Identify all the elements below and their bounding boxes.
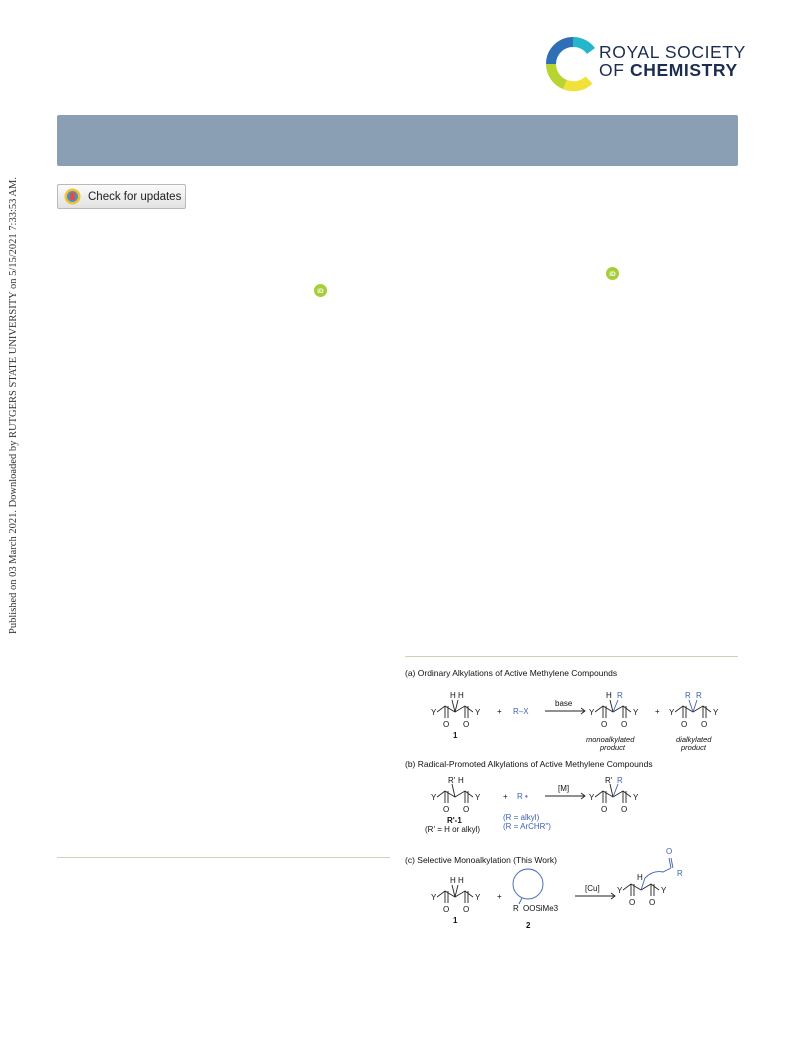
svg-text:H: H (458, 776, 464, 785)
crossmark-icon (64, 188, 81, 205)
svg-text:Y: Y (617, 886, 623, 895)
mono-product-label-1: monoalkylated (586, 735, 635, 744)
rsc-line-1: ROYAL SOCIETY (599, 42, 746, 62)
svg-text:O: O (443, 720, 450, 729)
svg-text:H: H (458, 691, 464, 700)
download-notice-text: Published on 03 March 2021. Downloaded by RUTGERS STATE UNIVERSITY on 5/15/2021 7:33:53 AM. (7, 176, 19, 634)
svg-text:O: O (443, 905, 450, 914)
svg-text:R': R' (448, 776, 456, 785)
svg-text:R: R (696, 691, 702, 700)
rsc-wordmark (599, 43, 746, 79)
svg-text:O: O (463, 805, 470, 814)
svg-text:Y: Y (589, 793, 595, 802)
scheme-a-heading: (a) Ordinary Alkylations of Active Methylene Compounds (405, 668, 618, 678)
di-product-label-2: product (681, 743, 707, 752)
compound-r1-label: R'-1 (447, 816, 462, 825)
svg-text:Y: Y (431, 708, 437, 717)
svg-text:O: O (463, 905, 470, 914)
svg-text:Y: Y (633, 793, 639, 802)
svg-text:O: O (701, 720, 708, 729)
orcid-icon[interactable] (314, 284, 327, 297)
metal-label: [M] (558, 784, 570, 793)
column-end-rule (57, 857, 390, 858)
svg-text:R: R (617, 691, 623, 700)
svg-text:O: O (681, 720, 688, 729)
svg-text:R: R (685, 691, 691, 700)
svg-text:O: O (621, 805, 628, 814)
r-alkyl-note: (R = alkyl) (503, 813, 540, 822)
rsc-line-2-prefix: OF (599, 60, 625, 80)
svg-text:Y: Y (431, 893, 437, 902)
orcid-icon[interactable] (606, 267, 619, 280)
reaction-scheme-graphic (405, 662, 740, 957)
svg-text:Y: Y (475, 893, 481, 902)
svg-text:iD: iD (317, 288, 324, 295)
svg-text:Y: Y (431, 793, 437, 802)
svg-text:O: O (601, 805, 608, 814)
rsc-line-2-bold: CHEMISTRY (629, 60, 738, 80)
plus-sign: + (497, 892, 502, 901)
plus-sign: + (655, 707, 660, 716)
svg-text:H: H (458, 876, 464, 885)
mono-product-label-2: product (600, 743, 626, 752)
peroxide-group-label: OOSiMe3 (523, 904, 559, 913)
copper-label: [Cu] (585, 884, 600, 893)
svg-text:Y: Y (661, 886, 667, 895)
svg-text:Y: Y (589, 708, 595, 717)
plus-sign: + (497, 707, 502, 716)
r-aryl-note: (R = ArCHR") (503, 822, 551, 831)
svg-text:O: O (621, 720, 628, 729)
svg-text:O: O (601, 720, 608, 729)
svg-text:Y: Y (633, 708, 639, 717)
check-for-updates-button[interactable] (57, 184, 186, 209)
plus-sign: + (503, 792, 508, 801)
svg-text:H: H (637, 873, 643, 882)
reaction-scheme (405, 662, 740, 957)
rsc-logo-mark (545, 36, 601, 92)
svg-text:Y: Y (475, 708, 481, 717)
svg-text:O: O (463, 720, 470, 729)
svg-text:H: H (606, 691, 612, 700)
scheme-c-heading: (c) Selective Monoalkylation (This Work) (405, 855, 557, 865)
svg-text:O: O (629, 898, 636, 907)
scheme-b-heading: (b) Radical-Promoted Alkylations of Active Methylene Compounds (405, 759, 653, 769)
journal-banner (57, 115, 738, 166)
svg-text:Y: Y (475, 793, 481, 802)
compound-1-label: 1 (453, 916, 458, 925)
svg-text:Y: Y (669, 708, 675, 717)
svg-text:H: H (450, 876, 456, 885)
svg-text:R: R (677, 869, 683, 878)
di-product-label-1: dialkylated (676, 735, 712, 744)
svg-text:R': R' (605, 776, 613, 785)
compound-1-label: 1 (453, 731, 458, 740)
scheme-top-rule (405, 656, 738, 657)
svg-text:O: O (649, 898, 656, 907)
rsc-line-2 (599, 61, 746, 79)
compound-2-label: 2 (526, 921, 531, 930)
r-prime-condition: (R' = H or alkyl) (425, 825, 481, 834)
svg-text:Y: Y (713, 708, 719, 717)
svg-text:O: O (443, 805, 450, 814)
svg-text:O: O (666, 847, 673, 856)
svg-text:R: R (513, 904, 519, 913)
base-label: base (555, 699, 573, 708)
svg-text:iD: iD (609, 271, 616, 278)
radical-label: R • (517, 792, 528, 801)
svg-text:R: R (617, 776, 623, 785)
check-for-updates-label: Check for updates (88, 190, 182, 203)
download-side-note (2, 170, 24, 640)
alkyl-halide-label: R–X (513, 707, 529, 716)
svg-text:H: H (450, 691, 456, 700)
